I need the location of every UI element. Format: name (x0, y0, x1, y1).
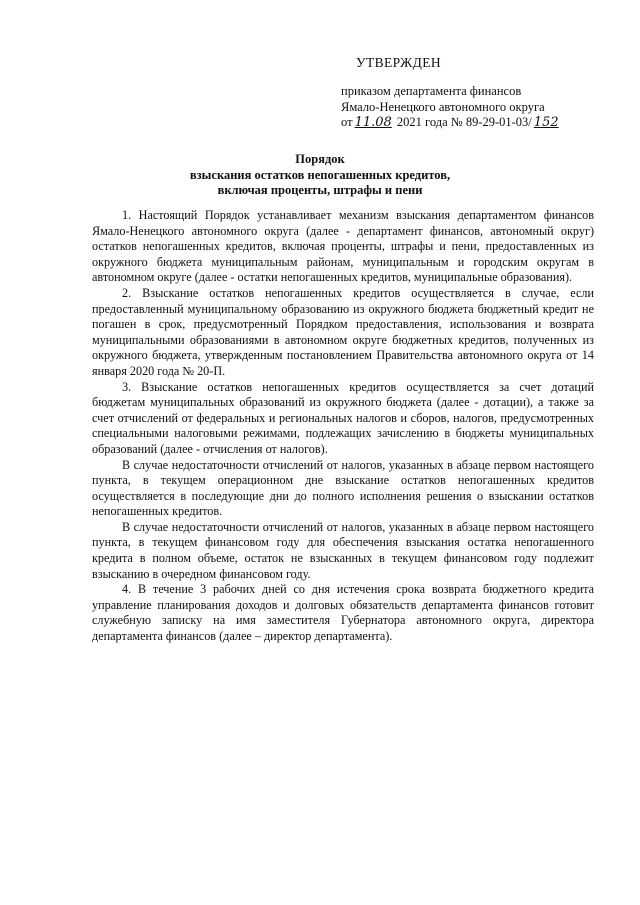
paragraph-4: 4. В течение 3 рабочих дней со дня истечения срока возврата бюджетного кредита управление планирования доходов и долговых обязательств департамента финансов готовит служебную записку на имя заместителя Губернатора автономного округа, директора департамента финансов (далее – директор департамента). (92, 582, 594, 644)
order-line-1: приказом департамента финансов (341, 84, 522, 98)
paragraph-3: 3. Взыскание остатков непогашенных кредитов осуществляется за счет дотаций бюджетам муниципальных образований из окружного бюджета (далее - дотации), а также за счет отчислений от федеральных и региональных налогов и сборов, налогов, предусмотренных специальными налоговыми режимами, подлежащих зачислению в бюджеты муниципальных образований (далее - отчисления от налогов). (92, 379, 594, 456)
title-line-2: взыскания остатков непогашенных кредитов, (189, 167, 451, 182)
order-prefix: от (341, 115, 353, 129)
document-title (0, 152, 640, 199)
paragraph-3-subparagraph-1: В случае недостаточности отчислений от налогов, указанных в абзаце первом настоящего пункта, в текущем операционном дне взыскание остатков непогашенных кредитов осуществляется в последующие дни до полного исполнения решения о взыскании остатков непогашенных кредитов. (92, 457, 594, 519)
handwritten-order-number: 152 (533, 115, 559, 130)
title-line-3: включая проценты, штрафы и пени (217, 183, 423, 197)
paragraph-3-subparagraph-2: В случае недостаточности отчислений от налогов, указанных в абзаце первом настоящего пункта, в текущем финансовом году для обеспечения взыскания остатка непогашенного кредита в полном объеме, остаток не взысканных в текущем финансовом году подлежит взысканию в очередном финансовом году. (92, 519, 594, 581)
paragraph-1: 1. Настоящий Порядок устанавливает механизм взыскания департаментом финансов Ямало-Ненецкого автономного округа (далее - департамент финансов, автономный округ) остатков непогашенных кредитов, включая проценты, штрафы и пени, предоставленных из окружного бюджета муниципальным районам, муниципальным и городским округам в автономном округе (далее - остатки непогашенных кредитов, муниципальные образования). (92, 208, 594, 285)
handwritten-order-date: 11.08 (354, 115, 392, 130)
document-body (92, 208, 594, 645)
approval-stamp-heading: УТВЕРЖДЕН (356, 55, 441, 70)
order-line-3 (341, 115, 561, 131)
paragraph-2: 2. Взыскание остатков непогашенных кредитов осуществляется в случае, если предоставленный муниципальному образованию из окружного бюджета бюджетный кредит не погашен в срок, предусмотренный Порядком предоставления, использования и возврата муниципальными образованиями в автономном округе бюджетных кредитов, полученных из окружного бюджета, утвержденным постановлением Правительства автономного округа от 14 января 2020 года № 20-П. (92, 285, 594, 378)
order-year-number: 2021 года № 89-29-01-03/ (396, 115, 532, 129)
approval-order-reference (341, 84, 561, 131)
title-line-1: Порядок (295, 152, 345, 166)
order-line-2: Ямало-Ненецкого автономного округа (341, 99, 545, 114)
